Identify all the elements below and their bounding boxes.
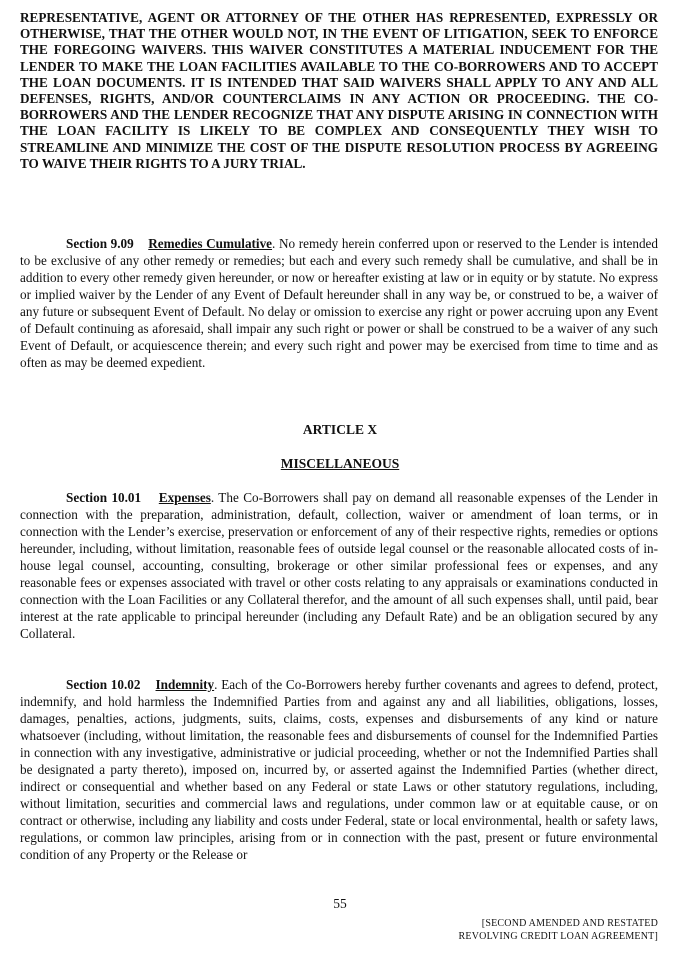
section-10-02-body: . Each of the Co-Borrowers hereby further covenants and agrees to defend, protect, indemnify, and hold harmless the Indemnified Parties from and against any and all liabilities, obligations, losses, damages, penalties, actions, judgments, suits, claims, costs, expenses and disbursements of any kind or nature whatsoever (including, without limitation, the reasonable fees and disbursements of counsel for the Indemnified Parties in connection with any investigative, administrative or judicial proceeding, whether or not the Indemnified Parties shall be designated a party thereto), imposed on, incurred by, or asserted against the Indemnified Parties (whether direct, indirect or consequential and whether based on any Federal or state Laws or other statutory regulations, including, without limitation, securities and commercial laws and regulations, under common law or at equitable cause, or on contract or otherwise, including any liability and costs under Federal, state or local environmental, health or safety laws, regulations, or common law principles, arising from or in connection with the past, present or future environmental condition of any Property or the Release or	[20, 677, 659, 862]
section-9-09-title: Remedies Cumulative	[148, 236, 273, 251]
section-9-09	[20, 235, 658, 371]
section-10-02-title: Indemnity	[155, 677, 215, 692]
section-9-09-number: Section 9.09	[66, 236, 134, 251]
page-number: 55	[333, 896, 347, 911]
section-10-01-title: Expenses	[158, 490, 211, 505]
footer-line-1: [SECOND AMENDED AND RESTATED	[481, 918, 658, 929]
section-10-01	[20, 489, 658, 642]
article-heading: ARTICLE X	[302, 422, 378, 437]
footer-line-2: REVOLVING CREDIT LOAN AGREEMENT]	[458, 931, 658, 942]
section-10-02-number: Section 10.02	[66, 677, 141, 692]
document-footer	[459, 917, 658, 943]
section-10-01-body: . The Co-Borrowers shall pay on demand all reasonable expenses of the Lender in connection with the preparation, administration, default, collection, waiver or amendment of loan terms, or in connection with the Lender’s exercise, preservation or enforcement of any of their respective rights, remedies or options hereunder, including, without limitation, reasonable fees of outside legal counsel or the reasonable allocated costs of in-house legal counsel, accounting, consulting, brokerage or other similar professional fees or expenses, and any reasonable fees or expenses associated with travel or other costs relating to any appraisals or examinations conducted in connection with the Loan Facilities or any Collateral therefor, and the amount of all such expenses shall, until paid, bear interest at the rate applicable to principal hereunder (including any Default Rate) and be an obligation secured by any Collateral.	[20, 490, 658, 641]
section-9-09-body: . No remedy herein conferred upon or reserved to the Lender is intended to be exclusive of any other remedy or remedies; but each and every such remedy shall be cumulative, and shall be in addition to every other remedy given hereunder, or now or hereafter existing at law or in equity or by statute. No express or implied waiver by the Lender of any Event of Default hereunder shall in any way be, or construed to be, a waiver of any future or subsequent Event of Default. No delay or omission to exercise any right or power accruing upon any Event of Default continuing as aforesaid, shall impair any such right or power or shall be construed to be a waiver of any such Event of Default, or acquiescence therein; and every such right and power may be exercised from time to time and as often as may be deemed expedient.	[20, 236, 658, 370]
article-title: MISCELLANEOUS	[280, 456, 400, 471]
section-10-01-number: Section 10.01	[66, 490, 142, 505]
section-10-02	[20, 676, 658, 863]
jury-waiver-paragraph: REPRESENTATIVE, AGENT OR ATTORNEY OF THE OTHER HAS REPRESENTED, EXPRESSLY OR OTHERWISE, THAT THE OTHER WOULD NOT, IN THE EVENT OF LITIGATION, SEEK TO ENFORCE THE FOREGOING WAIVERS. THIS WAIVER CONSTITUTES A MATERIAL INDUCEMENT FOR THE LENDER TO MAKE THE LOAN FACILITIES AVAILABLE TO THE CO-BORROWERS AND TO ACCEPT THE LOAN DOCUMENTS. IT IS INTENDED THAT SAID WAIVERS SHALL APPLY TO ANY AND ALL DEFENSES, RIGHTS, AND/OR COUNTERCLAIMS IN ANY ACTION OR PROCEEDING. THE CO-BORROWERS AND THE LENDER RECOGNIZE THAT ANY DISPUTE ARISING IN CONNECTION WITH THE LOAN FACILITY IS LIKELY TO BE COMPLEX AND CONSEQUENTLY THEY WISH TO STREAMLINE AND MINIMIZE THE COST OF THE DISPUTE RESOLUTION PROCESS BY AGREEING TO WAIVE THEIR RIGHTS TO A JURY TRIAL.	[20, 10, 658, 171]
